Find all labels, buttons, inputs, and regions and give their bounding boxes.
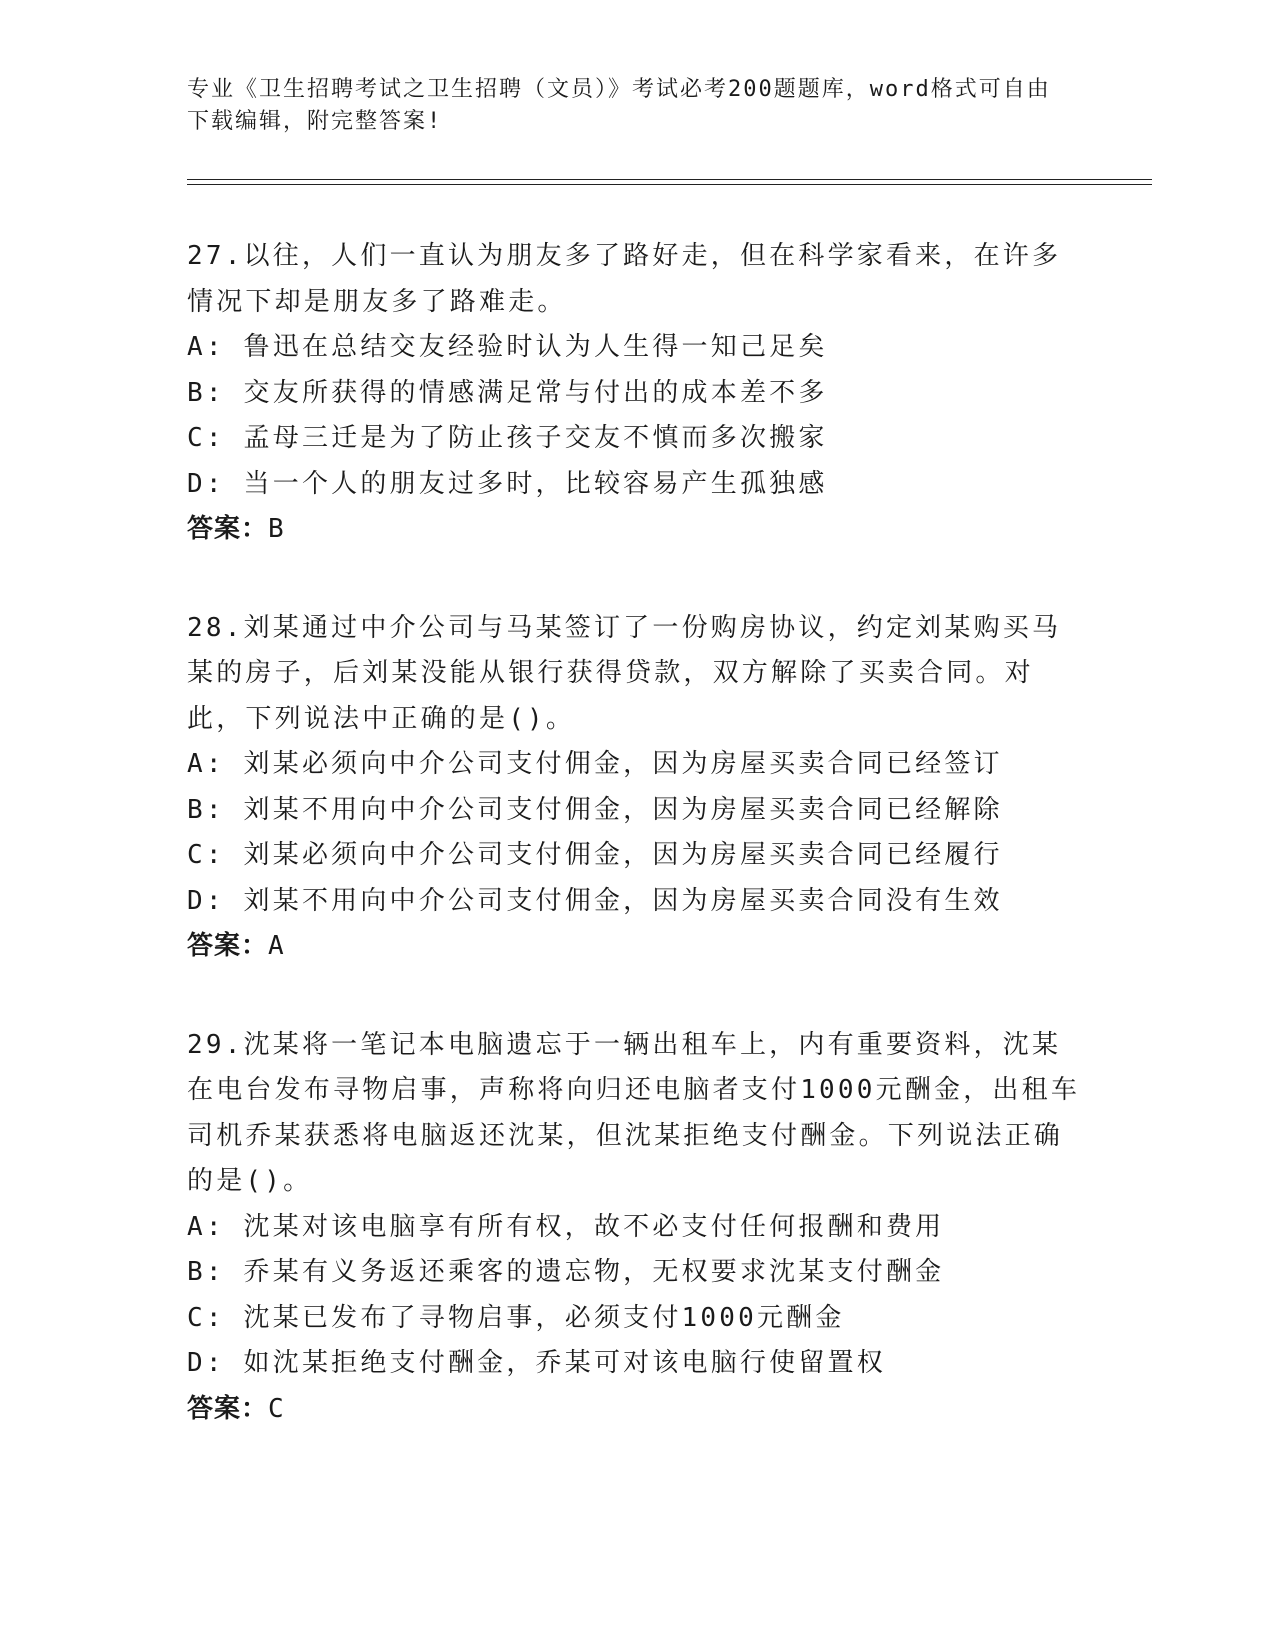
question-27 (187, 234, 1087, 553)
document-header (187, 74, 1067, 138)
question-body: 沈某将一笔记本电脑遗忘于一辆出租车上，内有重要资料，沈某在电台发布寻物启事，声称将向归还电脑者支付1000元酬金，出租车司机乔某获悉将电脑返还沈某，但沈某拒绝支付酬金。下列说法正确的是()。 (187, 1029, 1081, 1196)
question-28 (187, 606, 1087, 970)
option-b: B: 乔某有义务返还乘客的遗忘物，无权要求沈某支付酬金 (187, 1257, 945, 1287)
answer-label: 答案： (187, 514, 269, 544)
answer-line (187, 1387, 1087, 1433)
question-text (187, 234, 1087, 325)
option-c: C: 沈某已发布了寻物启事，必须支付1000元酬金 (187, 1302, 845, 1333)
option-a: A: 刘某必须向中介公司支付佣金，因为房屋买卖合同已经签订 (187, 749, 1003, 779)
question-number: 28. (187, 612, 244, 643)
option-c: C: 刘某必须向中介公司支付佣金，因为房屋买卖合同已经履行 (187, 840, 1003, 870)
answer-line (187, 507, 1087, 553)
question-text (187, 606, 1087, 743)
option-a: A: 鲁迅在总结交友经验时认为人生得一知己足矣 (187, 332, 828, 362)
question-number: 27. (187, 241, 244, 271)
question-text (187, 1023, 1087, 1205)
header-divider-top (187, 179, 1152, 180)
answer-label: 答案： (187, 931, 269, 961)
answer-label: 答案： (187, 1393, 269, 1424)
option-a: A: 沈某对该电脑享有所有权，故不必支付任何报酬和费用 (187, 1211, 945, 1242)
question-body: 刘某通过中介公司与马某签订了一份购房协议，约定刘某购买马某的房子，后刘某没能从银行获得贷款，双方解除了买卖合同。对此，下列说法中正确的是()。 (187, 612, 1062, 734)
question-number: 29. (187, 1029, 244, 1060)
option-d: D: 如沈某拒绝支付酬金，乔某可对该电脑行使留置权 (187, 1348, 886, 1378)
option-b: B: 交友所获得的情感满足常与付出的成本差不多 (187, 377, 828, 408)
question-list (187, 234, 1087, 1485)
option-c: C: 孟母三迁是为了防止孩子交友不慎而多次搬家 (187, 423, 828, 453)
option-b: B: 刘某不用向中介公司支付佣金，因为房屋买卖合同已经解除 (187, 794, 1003, 825)
header-divider-bottom (187, 184, 1152, 185)
option-d: D: 当一个人的朋友过多时，比较容易产生孤独感 (187, 468, 828, 499)
answer-value: A (268, 931, 285, 961)
question-body: 以往，人们一直认为朋友多了路好走，但在科学家看来，在许多情况下却是朋友多了路难走。 (187, 241, 1062, 317)
answer-value: B (268, 514, 285, 544)
question-29 (187, 1023, 1087, 1433)
answer-value: C (268, 1393, 285, 1424)
header-text: 专业《卫生招聘考试之卫生招聘（文员）》考试必考200题题库，word格式可自由下载编辑，附完整答案! (187, 77, 1051, 134)
option-d: D: 刘某不用向中介公司支付佣金，因为房屋买卖合同没有生效 (187, 885, 1003, 916)
answer-line (187, 924, 1087, 970)
